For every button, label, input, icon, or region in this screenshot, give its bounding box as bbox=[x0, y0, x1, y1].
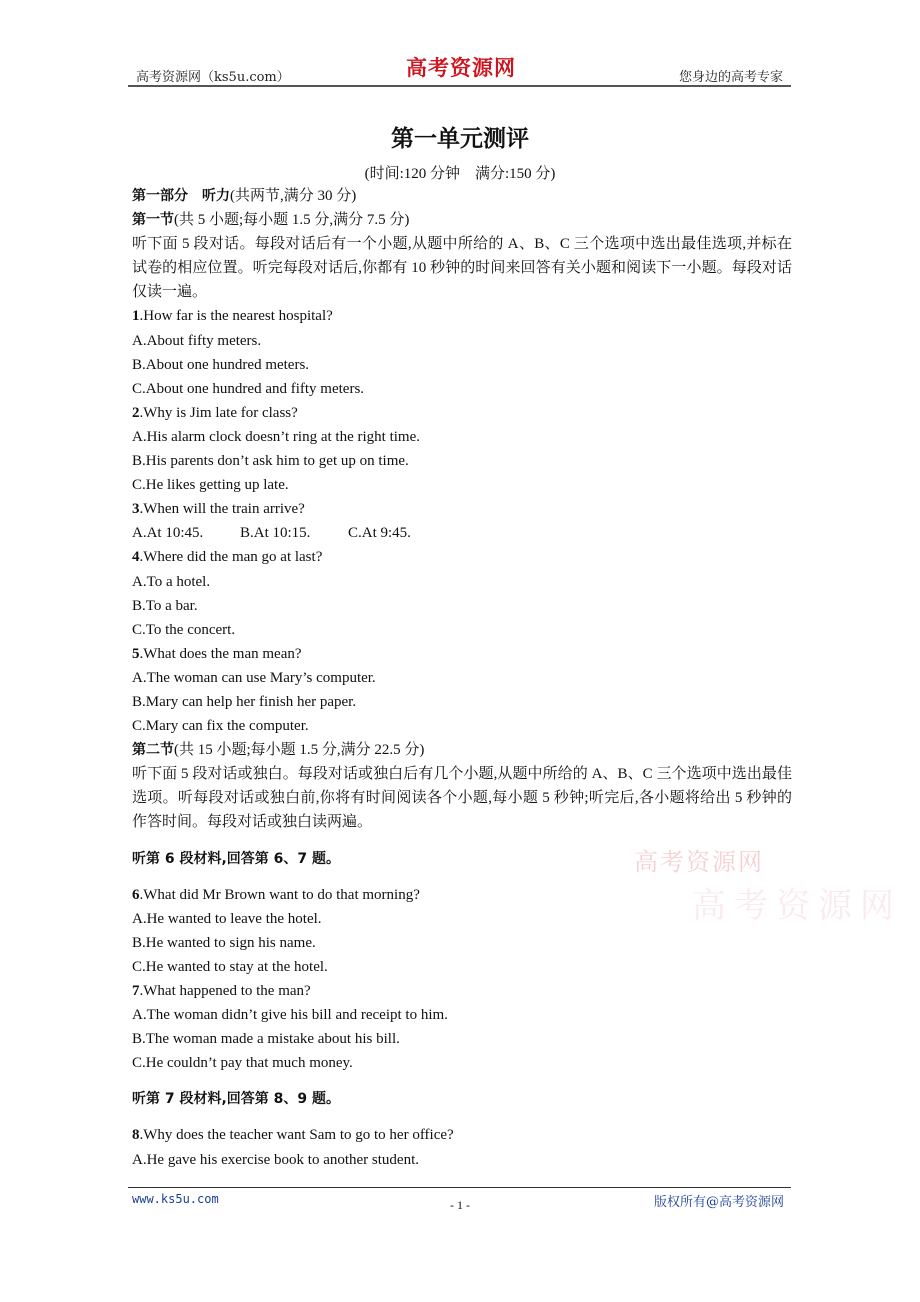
option: A.The woman didn’t give his bill and receipt to him. bbox=[132, 1007, 448, 1024]
section2-heading: 第二节(共 15 小题;每小题 1.5 分,满分 22.5 分) bbox=[132, 742, 425, 759]
option: B.About one hundred meters. bbox=[132, 356, 310, 373]
material-7-heading: 听第 7 段材料,回答第 8、9 题。 bbox=[132, 1091, 341, 1108]
option: A.His alarm clock doesn’t ring at the right time. bbox=[132, 428, 420, 445]
option: C.He couldn’t pay that much money. bbox=[132, 1055, 353, 1072]
question-4: 4.Where did the man go at last? bbox=[132, 549, 323, 566]
page-title: 第一单元测评 bbox=[391, 126, 529, 152]
option: B.The woman made a mistake about his bill. bbox=[132, 1031, 400, 1048]
section2-instructions: 听下面 5 段对话或独白。每段对话或独白后有几个小题,从题中所给的 A、B、C 三个选项中选出最佳选项。听每段对话或独白前,你将有时间阅读各个小题,每小题 5 秒钟;听完后,各小题将给出 5 秒钟的作答时间。每段对话或独白读两遍。 bbox=[132, 766, 792, 831]
document-body bbox=[132, 184, 792, 1172]
question-5: 5.What does the man mean? bbox=[132, 645, 302, 662]
option: A.At 10:45. bbox=[132, 525, 204, 542]
question-6: 6.What did Mr Brown want to do that morning? bbox=[132, 886, 420, 903]
option: B.Mary can help her finish her paper. bbox=[132, 693, 357, 710]
section1-heading: 第一节(共 5 小题;每小题 1.5 分,满分 7.5 分) bbox=[132, 212, 410, 229]
material-6-heading: 听第 6 段材料,回答第 6、7 题。 bbox=[132, 850, 341, 867]
option: A.The woman can use Mary’s computer. bbox=[132, 669, 376, 686]
option: B.To a bar. bbox=[132, 597, 198, 614]
option: B.At 10:15. bbox=[240, 525, 311, 542]
page-number: - 1 - bbox=[450, 1198, 470, 1212]
watermark-logo-faint: 高考资源网 bbox=[692, 886, 902, 926]
question-2: 2.Why is Jim late for class? bbox=[132, 404, 298, 421]
question-1: 1.How far is the nearest hospital? bbox=[132, 308, 333, 325]
option: C.He wanted to stay at the hotel. bbox=[132, 958, 328, 975]
option: C.To the concert. bbox=[132, 621, 236, 638]
option: A.To a hotel. bbox=[132, 573, 211, 590]
option: C.At 9:45. bbox=[348, 525, 411, 542]
footer-copyright: 版权所有@高考资源网 bbox=[653, 1195, 784, 1210]
option: B.He wanted to sign his name. bbox=[132, 934, 316, 951]
question-3: 3.When will the train arrive? bbox=[132, 501, 305, 518]
section1-instructions: 听下面 5 段对话。每段对话后有一个小题,从题中所给的 A、B、C 三个选项中选出最佳选项,并标在试卷的相应位置。听完每段对话后,你都有 10 秒钟的时间来回答有关小题和阅读下一小题。每段对话仅读一遍。 bbox=[132, 236, 792, 301]
options-row bbox=[132, 521, 792, 545]
footer-divider bbox=[128, 1187, 791, 1188]
header-logo: 高考资源网 bbox=[406, 55, 516, 80]
header-site-name: 高考资源网（ks5u.com） bbox=[136, 70, 290, 85]
header-slogan: 您身边的高考专家 bbox=[678, 70, 783, 85]
option: C.Mary can fix the computer. bbox=[132, 718, 309, 735]
option: B.His parents don’t ask him to get up on time. bbox=[132, 453, 409, 470]
footer-url-link[interactable]: www.ks5u.com bbox=[132, 1192, 219, 1206]
option: C.He likes getting up late. bbox=[132, 477, 289, 494]
option: A.He wanted to leave the hotel. bbox=[132, 910, 322, 927]
part1-heading: 第一部分 听力(共两节,满分 30 分) bbox=[132, 188, 357, 204]
question-8: 8.Why does the teacher want Sam to go to her office? bbox=[132, 1127, 454, 1144]
page-header bbox=[128, 52, 791, 88]
question-7: 7.What happened to the man? bbox=[132, 983, 311, 999]
header-divider bbox=[128, 85, 791, 87]
option: C.About one hundred and fifty meters. bbox=[132, 380, 365, 397]
option: A.He gave his exercise book to another student. bbox=[132, 1151, 419, 1168]
watermark-logo: 高考资源网 bbox=[634, 848, 764, 876]
option: A.About fifty meters. bbox=[132, 332, 262, 349]
exam-info: (时间:120 分钟 满分:150 分) bbox=[364, 166, 556, 182]
